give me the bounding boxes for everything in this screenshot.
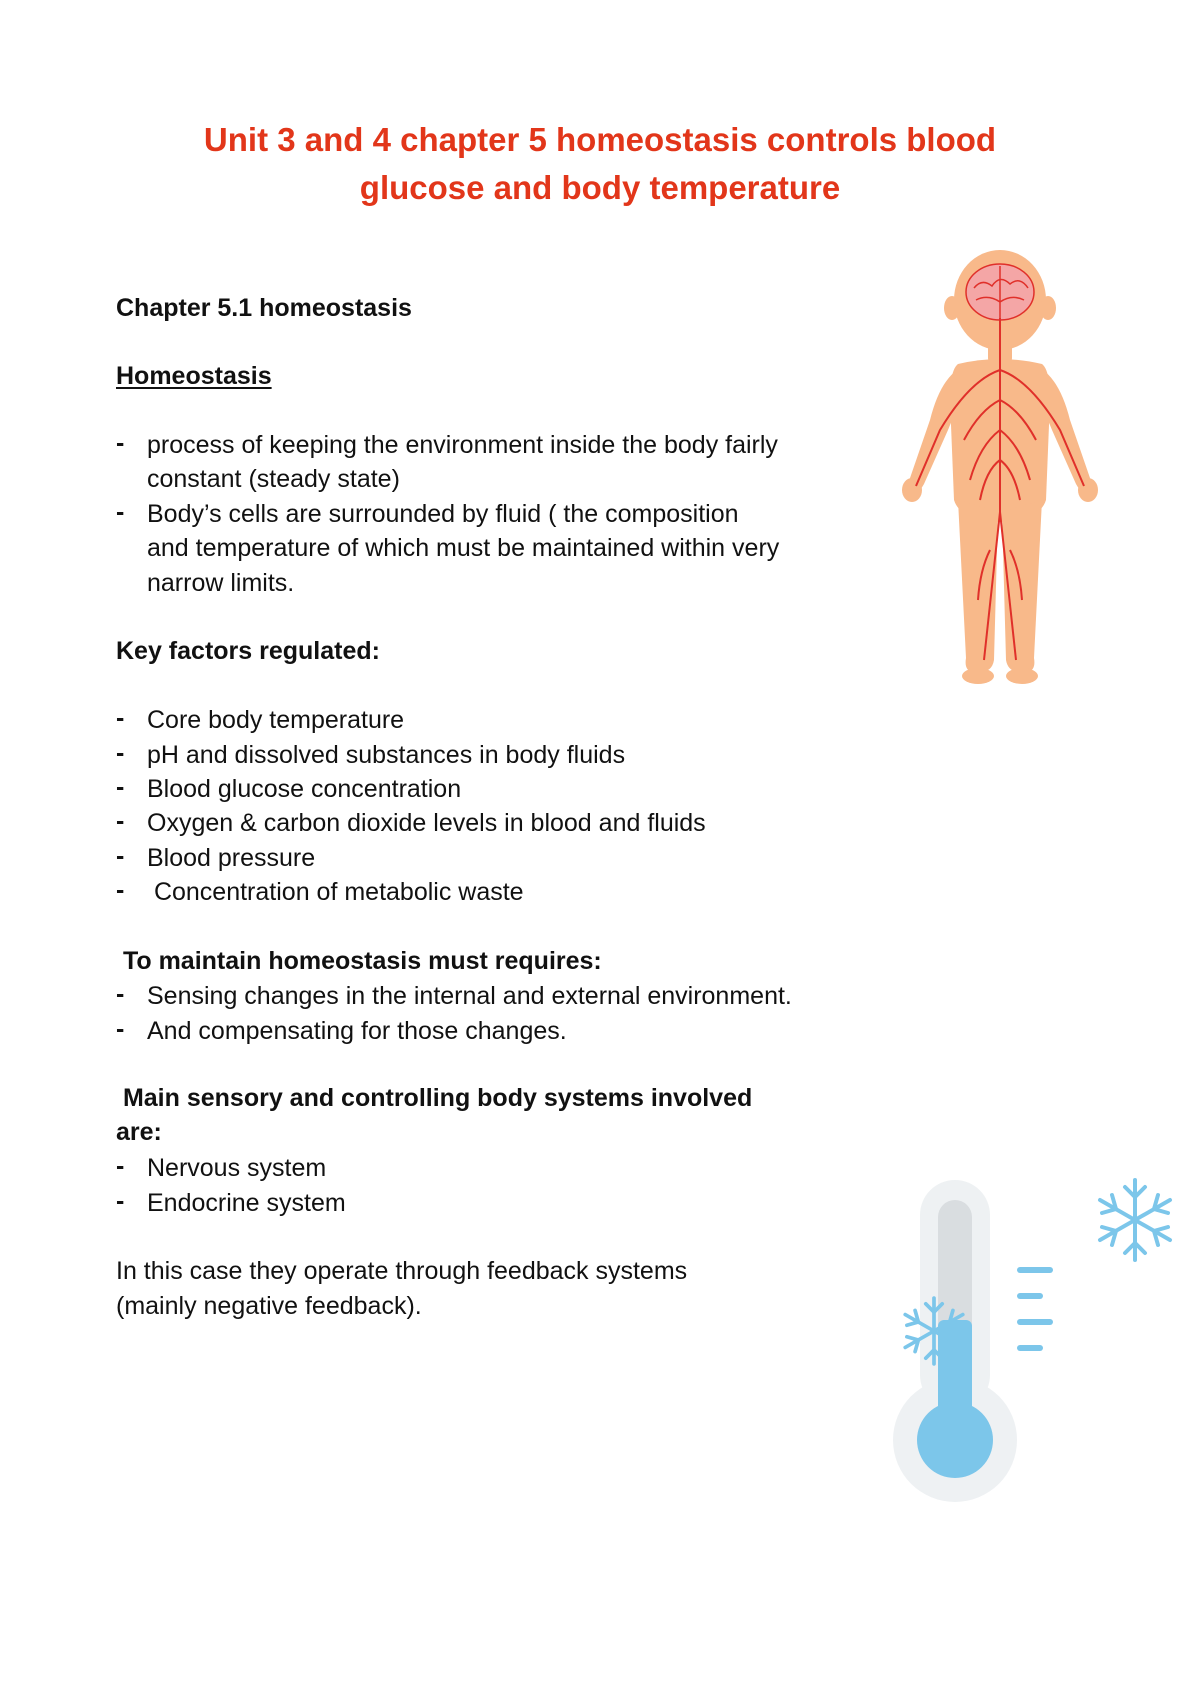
list-item: Blood pressure	[147, 844, 316, 872]
page-title-line2: glucose and body temperature	[359, 169, 841, 206]
list-item: pH and dissolved substances in body fluids	[147, 741, 626, 769]
list-item: And compensating for those changes.	[147, 1017, 567, 1045]
bullet-dash: -	[116, 1152, 125, 1180]
feedback-line2: (mainly negative feedback).	[116, 1292, 422, 1320]
bullet-dash: -	[116, 704, 125, 732]
systems-heading-line2: are:	[116, 1118, 162, 1146]
maintain-heading: To maintain homeostasis must requires:	[116, 947, 602, 975]
list-item: process of keeping the environment inside the body fairly	[147, 431, 778, 459]
snowflake-icon	[1090, 1175, 1180, 1265]
homeostasis-heading: Homeostasis	[116, 362, 272, 390]
section-heading: Chapter 5.1 homeostasis	[116, 294, 412, 322]
snowflake-icon	[897, 1294, 971, 1368]
bullet-dash: -	[116, 498, 125, 526]
human-nervous-system-icon	[900, 250, 1100, 690]
page-title-line1: Unit 3 and 4 chapter 5 homeostasis controls blood	[203, 121, 997, 158]
list-item-continued: and temperature of which must be maintained within very	[147, 534, 780, 562]
list-item: Nervous system	[147, 1154, 327, 1182]
list-item: Body’s cells are surrounded by fluid ( the composition	[147, 500, 739, 528]
list-item-continued: narrow limits.	[147, 569, 295, 597]
bullet-dash: -	[116, 1187, 125, 1215]
list-item: Core body temperature	[147, 706, 405, 734]
bullet-dash: -	[116, 876, 125, 904]
bullet-dash: -	[116, 1015, 125, 1043]
key-factors-heading: Key factors regulated:	[116, 637, 380, 665]
list-item: Endocrine system	[147, 1189, 346, 1217]
systems-heading-line1: Main sensory and controlling body systems involved	[116, 1084, 753, 1112]
bullet-dash: -	[116, 739, 125, 767]
bullet-dash: -	[116, 807, 125, 835]
bullet-dash: -	[116, 429, 125, 457]
list-item-continued: constant (steady state)	[147, 465, 400, 493]
bullet-dash: -	[116, 980, 125, 1008]
list-item: Concentration of metabolic waste	[147, 878, 524, 906]
list-item: Sensing changes in the internal and external environment.	[147, 982, 792, 1010]
bullet-dash: -	[116, 842, 125, 870]
feedback-line1: In this case they operate through feedback systems	[116, 1257, 688, 1285]
page-title	[0, 116, 1200, 212]
bullet-dash: -	[116, 773, 125, 801]
list-item: Oxygen & carbon dioxide levels in blood and fluids	[147, 809, 706, 837]
list-item: Blood glucose concentration	[147, 775, 462, 803]
